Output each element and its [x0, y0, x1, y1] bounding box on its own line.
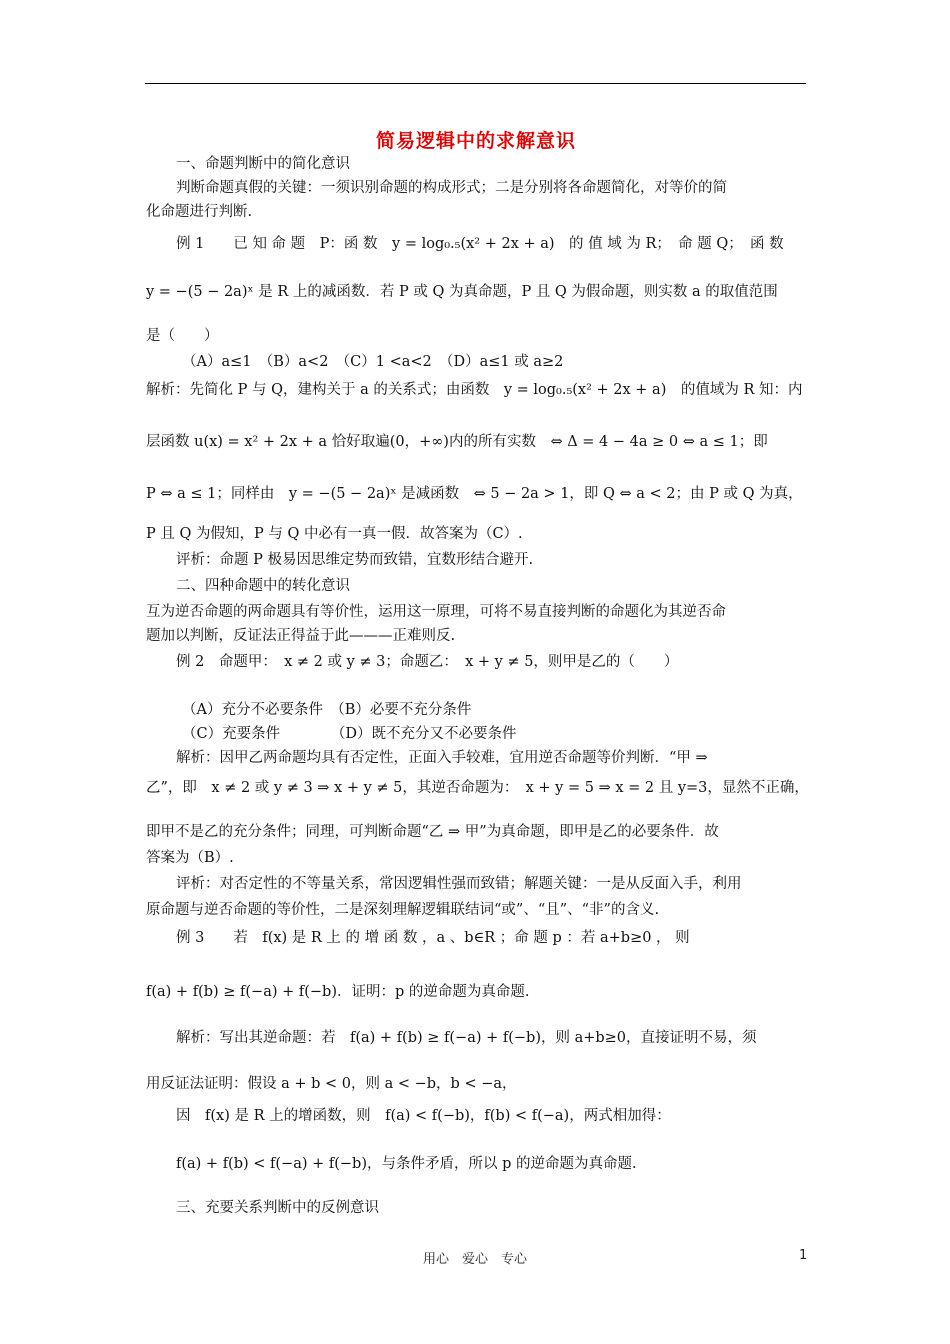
solution-line: 用反证法证明：假设 a + b < 0，则 a < −b，b < −a，	[146, 1076, 517, 1092]
page-number: 1	[799, 1248, 808, 1263]
comment-line: 原命题与逆否命题的等价性，二是深刻理解逻辑联结词“或”、“且”、“非”的含义.	[146, 902, 660, 918]
solution-line: 解析：因甲乙两命题均具有否定性，正面入手较难，宜用逆否命题等价判断．“甲 ⇒	[176, 750, 708, 766]
solution-line: 解析：先简化 P 与 Q，建构关于 a 的关系式；由函数 y = log₀.₅(x² + 2x + a) 的值域为 R 知：内	[146, 382, 803, 398]
options-line: （A）充分不必要条件 （B）必要不充分条件	[182, 702, 472, 718]
solution-line: 即甲不是乙的充分条件；同理，可判断命题“乙 ⇒ 甲”为真命题，即甲是乙的必要条件．故	[146, 824, 719, 840]
example-1-line: y = −(5 − 2a)ˣ 是 R 上的减函数．若 P 或 Q 为真命题，P 且 Q 为假命题，则实数 a 的取值范围	[146, 284, 778, 300]
section-heading-3: 三、充要关系判断中的反例意识	[176, 1200, 379, 1216]
paragraph-line: 化命题进行判断.	[146, 204, 253, 220]
comment-line: 评析：对否定性的不等量关系，常因逻辑性强而致错；解题关键：一是从反面入手，利用	[176, 876, 742, 892]
solution-line: 层函数 u(x) = x² + 2x + a 恰好取遍(0，+∞)内的所有实数 ⇔ Δ = 4 − 4a ≥ 0 ⇔ a ≤ 1；即	[146, 434, 768, 450]
example-3-line: f(a) + f(b) ≥ f(−a) + f(−b)．证明：p 的逆命题为真命题.	[146, 984, 530, 1000]
options-line: （A）a≤1 （B）a<2 （C）1 <a<2 （D）a≤1 或 a≥2	[182, 354, 564, 370]
solution-line: 因 f(x) 是 R 上的增函数，则 f(a) < f(−b)，f(b) < f(−a)，两式相加得：	[176, 1108, 671, 1124]
document-title: 简易逻辑中的求解意识	[375, 130, 576, 152]
comment-line: 评析：命题 P 极易因思维定势而致错，宜数形结合避开.	[176, 552, 534, 568]
solution-line: 解析：写出其逆命题：若 f(a) + f(b) ≥ f(−a) + f(−b)，则 a+b≥0，直接证明不易，须	[176, 1030, 757, 1046]
example-2-line: 例 2 命题甲： x ≠ 2 或 y ≠ 3；命题乙： x + y ≠ 5，则甲是乙的（ ）	[176, 654, 679, 670]
header-rule	[145, 83, 806, 84]
solution-line: P ⇔ a ≤ 1；同样由 y = −(5 − 2a)ˣ 是减函数 ⇔ 5 − 2a > 1，即 Q ⇔ a < 2；由 P 或 Q 为真，	[146, 486, 803, 502]
solution-line: 答案为（B）.	[146, 850, 234, 866]
example-1-line: 是（ ）	[146, 328, 219, 344]
options-line: （C）充要条件 （D）既不充分又不必要条件	[182, 726, 517, 742]
solution-line: 乙”，即 x ≠ 2 或 y ≠ 3 ⇒ x + y ≠ 5，其逆否命题为： x + y = 5 ⇒ x = 2 且 y=3，显然不正确，	[146, 780, 809, 796]
solution-line: f(a) + f(b) < f(−a) + f(−b)，与条件矛盾，所以 p 的逆命题为真命题.	[176, 1156, 637, 1172]
section-heading-2: 二、四种命题中的转化意识	[176, 578, 350, 594]
paragraph-line: 题加以判断，反证法正得益于此———正难则反.	[146, 628, 456, 644]
example-3-line: 例 3 若 f(x) 是 R 上 的 增 函 数 ，a 、b∈R ；命 题 p ：若 a+b≥0 ， 则	[176, 930, 690, 946]
paragraph-line: 判断命题真假的关键：一须识别命题的构成形式；二是分别将各命题简化，对等价的简	[176, 180, 727, 196]
solution-line: P 且 Q 为假知，P 与 Q 中必有一真一假．故答案为（C）.	[146, 526, 523, 542]
example-1-line: 例 1 已 知 命 题 P：函 数 y = log₀.₅(x² + 2x + a) 的 值 域 为 R； 命 题 Q； 函 数	[176, 236, 784, 252]
paragraph-line: 互为逆否命题的两命题具有等价性，运用这一原理，可将不易直接判断的命题化为其逆否命	[146, 604, 726, 620]
section-heading-1: 一、命题判断中的简化意识	[176, 156, 350, 172]
page-footer: 用心 爱心 专心	[422, 1252, 527, 1267]
